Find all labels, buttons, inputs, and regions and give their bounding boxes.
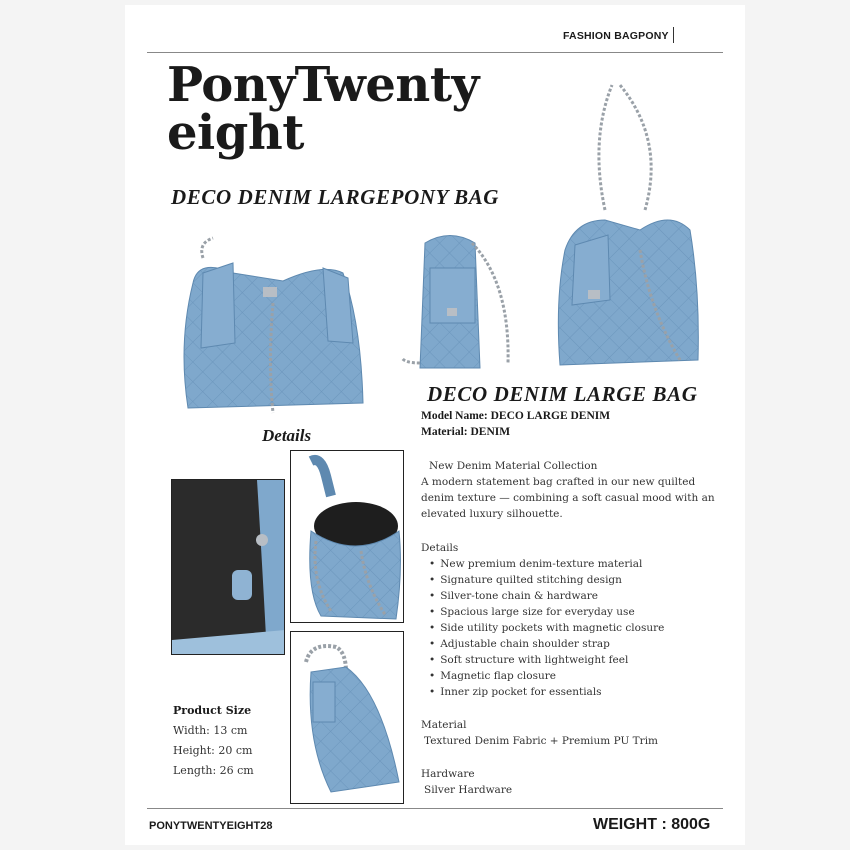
brand-title-line1: PonyTwenty xyxy=(167,57,479,113)
product-heading: DECO DENIM LARGE BAG xyxy=(427,382,698,406)
brand-divider xyxy=(673,27,674,43)
material-label: Material: DENIM xyxy=(421,426,511,438)
hardware-title: Hardware xyxy=(421,768,475,780)
list-item: • Adjustable chain shoulder strap xyxy=(421,636,731,652)
details-title: Details xyxy=(421,542,459,554)
size-height: Height: 20 cm xyxy=(173,744,253,757)
size-width: Width: 13 cm xyxy=(173,724,248,737)
detail-photo-chain xyxy=(290,631,404,804)
details-heading: Details xyxy=(262,426,312,445)
details-list xyxy=(421,556,731,700)
bottom-rule xyxy=(147,808,723,809)
list-item: • Signature quilted stitching design xyxy=(421,572,731,588)
model-name: Model Name: DECO LARGE DENIM xyxy=(421,410,611,422)
brand-title-line2: eight xyxy=(167,105,304,161)
material-block xyxy=(421,717,731,749)
material-value: Textured Denim Fabric + Premium PU Trim xyxy=(424,735,659,747)
brand-tag: FASHION BAGPONY xyxy=(563,30,669,42)
footer-brand: PONYTWENTYEIGHT28 xyxy=(149,820,273,832)
list-item: • Magnetic flap closure xyxy=(421,668,731,684)
details-block xyxy=(421,540,731,700)
detail-photo-interior xyxy=(171,479,285,655)
list-item: • Silver-tone chain & hardware xyxy=(421,588,731,604)
list-item: • Side utility pockets with magnetic closure xyxy=(421,620,731,636)
list-item: • New premium denim-texture material xyxy=(421,556,731,572)
product-subtitle: DECO DENIM LARGEPONY BAG xyxy=(171,185,500,209)
top-rule xyxy=(147,52,723,53)
hardware-value: Silver Hardware xyxy=(424,784,513,796)
product-sheet xyxy=(125,5,745,845)
footer-weight: WEIGHT : 800G xyxy=(593,816,711,833)
list-item: • Inner zip pocket for essentials xyxy=(421,684,731,700)
list-item: • Soft structure with lightweight feel xyxy=(421,652,731,668)
brand-title xyxy=(167,57,479,161)
intro-text: A modern statement bag crafted in our new quilted denim texture — combining a soft casual mood with an elevated luxury silhouette. xyxy=(421,476,715,520)
hardware-block xyxy=(421,766,731,798)
collection-title: New Denim Material Collection xyxy=(429,460,598,472)
product-size-block xyxy=(173,701,254,781)
material-title: Material xyxy=(421,719,467,731)
size-length: Length: 26 cm xyxy=(173,764,254,777)
description-block xyxy=(421,458,731,522)
bag-photo-front xyxy=(173,223,373,419)
size-title: Product Size xyxy=(173,704,252,717)
detail-photo-open xyxy=(290,450,404,623)
bag-photo-angle xyxy=(550,80,710,370)
bag-photo-side xyxy=(400,223,520,373)
list-item: • Spacious large size for everyday use xyxy=(421,604,731,620)
